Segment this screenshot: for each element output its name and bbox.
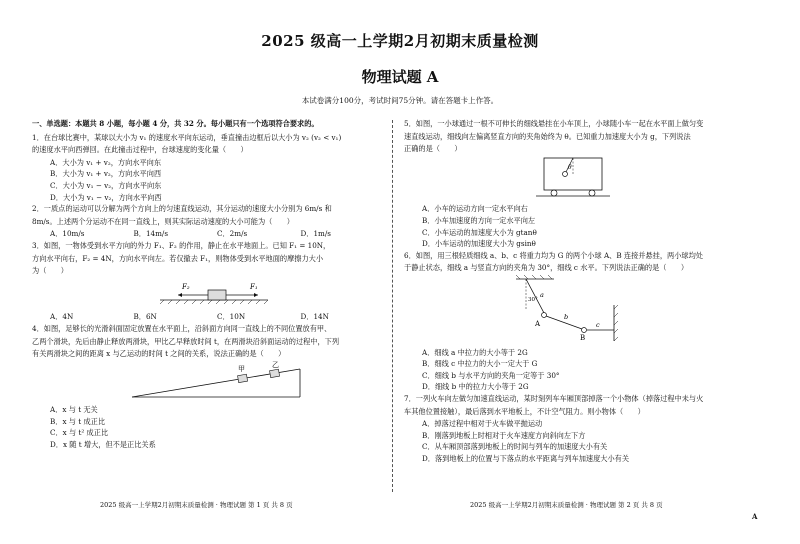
question-4-stem-end: 有关两滑块之间的距离 x 与乙运动的时间 t 之间的关系，说法正确的是（ ） xyxy=(32,349,286,359)
option-3a[interactable]: A．4N xyxy=(50,312,74,322)
block-yi xyxy=(270,369,280,377)
option-6c[interactable]: C．细线 b 与水平方向的夹角一定等于 30° xyxy=(422,370,560,380)
question-3-options xyxy=(32,311,384,323)
option-5b[interactable]: B．小车加速度的方向一定水平向左 xyxy=(422,215,536,225)
force-diagram xyxy=(32,278,384,308)
incline-diagram xyxy=(32,361,384,401)
question-4-stem: 4．如图，足够长的光滑斜面固定放置在水平面上，沿斜面方向同一直线上的不同位置放有甲、 xyxy=(32,323,332,333)
exam-title: 2025 级高一上学期2月初期末质量检测 xyxy=(261,32,539,50)
option-7c[interactable]: C．从车厢顶部落到地板上的时间与列车的加速度大小有关 xyxy=(422,442,608,452)
question-2-stem-cont: 8m/s。上述两个分运动不在同一直线上，则其实际运动速度的大小可能为（ ） xyxy=(32,216,294,226)
option-6a[interactable]: A．细线 a 中拉力的大小等于 2G xyxy=(422,347,528,357)
option-2b[interactable]: B．14m/s xyxy=(133,229,169,239)
cart-diagram xyxy=(404,156,760,200)
strings-diagram xyxy=(404,275,760,343)
option-2c[interactable]: C．2m/s xyxy=(217,229,248,239)
question-3 xyxy=(32,240,384,323)
option-1a[interactable]: A．大小为 v₁ + v₂，方向水平向东 xyxy=(50,157,162,167)
option-7b[interactable]: B．刚落到地板上时相对于火车速度方向斜向左下方 xyxy=(422,430,586,440)
option-1c[interactable]: C．大小为 v₁ − v₂，方向水平向东 xyxy=(50,180,162,190)
question-7 xyxy=(404,393,760,465)
string-b-label: b xyxy=(564,312,569,321)
hanging-ball xyxy=(563,171,568,176)
question-3-stem-cont: 方向水平向右，F₂ = 4N，方向水平向左。若仅撤去 F₁，则物体受到水平地面的摩擦力大小 xyxy=(32,253,324,263)
option-3b[interactable]: B．6N xyxy=(133,312,157,322)
option-4b[interactable]: B．x 与 t 成正比 xyxy=(50,416,106,426)
question-1-stem: 1．在台球比赛中，某球以大小为 v₁ 的速度水平向东运动，垂直撞击边框后以大小为 v₂ (v₂ < v₁) xyxy=(32,132,342,142)
option-5a[interactable]: A．小车的运动方向一定水平向右 xyxy=(422,204,528,214)
question-5-stem-end: 正确的是（ ） xyxy=(404,144,462,154)
f2-label: F₂ xyxy=(182,282,190,291)
question-6-stem-cont: 于静止状态，细线 a 与竖直方向的夹角为 30°，细线 c 水平。下列说法正确的是（ ） xyxy=(404,263,689,273)
block xyxy=(208,290,226,300)
question-1 xyxy=(32,132,384,204)
option-7d[interactable]: D．落到地板上的位置与下落点的水平距离与列车加速度大小有关 xyxy=(422,453,630,463)
question-1-stem-cont: 的速度水平向西弹回。在此撞击过程中，台球速度的变化量（ ） xyxy=(32,145,248,155)
option-5d[interactable]: D．小车运动的加速度大小为 gsinθ xyxy=(422,239,536,249)
option-3c[interactable]: C．10N xyxy=(217,312,246,322)
ball-b-label: B xyxy=(580,333,586,342)
option-5c[interactable]: C．小车运动的加速度大小为 gtanθ xyxy=(422,227,537,237)
option-6b[interactable]: B．细线 c 中拉力的大小一定大于 G xyxy=(422,359,538,369)
column-divider xyxy=(392,120,393,492)
question-4-stem-cont: 乙两个滑块，先后由静止释放两滑块，甲比乙早释放时间 t，在两滑块沿斜面运动的过程中，下列 xyxy=(32,336,340,346)
option-1d[interactable]: D．大小为 v₁ − v₂，方向水平向西 xyxy=(50,192,162,202)
f1-label: F₁ xyxy=(250,282,258,291)
ball-b xyxy=(582,327,587,332)
option-6d[interactable]: D．细线 b 中的拉力大小等于 2G xyxy=(422,382,529,392)
label-yi: 乙 xyxy=(272,360,279,369)
left-wheel xyxy=(551,190,557,196)
question-3-stem: 3．如图，一物体受到水平方向的外力 F₁、F₂ 的作用，静止在水平地面上。已知 F₁ = 10N， xyxy=(32,240,331,250)
section-heading: 一、单选题：本题共 8 小题，每小题 4 分，共 32 分。每小题只有一个选项符合要求的。 xyxy=(32,119,319,128)
question-6 xyxy=(404,250,760,393)
page-marker: A xyxy=(752,512,758,521)
question-2-stem: 2．一质点的运动可以分解为两个方向上的匀速直线运动，其分运动的速度大小分别为 6m/s 和 xyxy=(32,204,332,214)
ball-a-label: A xyxy=(535,319,541,328)
angle-label: 30° xyxy=(528,296,538,303)
string-a-label: a xyxy=(540,290,544,299)
option-4a[interactable]: A．x 与 t 无关 xyxy=(50,405,98,415)
right-wheel xyxy=(589,190,595,196)
page-footer-left: 2025 级高一上学期2月初期末质量检测 · 物理试题 第 1 页 共 8 页 xyxy=(100,501,293,509)
string-c-label: c xyxy=(596,320,600,329)
question-2 xyxy=(32,203,384,240)
question-5-stem: 5．如图，一小球通过一根不可伸长的细线悬挂在小车顶上，小球随小车一起在水平面上做匀变 xyxy=(404,119,704,128)
option-4d[interactable]: D．x 随 t 增大，但不是正比关系 xyxy=(50,440,156,450)
theta-label: θ xyxy=(568,163,572,171)
option-2a[interactable]: A．10m/s xyxy=(50,229,85,239)
question-7-stem-cont: 车其他位置接触），最后落到水平地板上，不计空气阻力。则小物体（ ） xyxy=(404,406,645,416)
left-column xyxy=(32,118,384,451)
paper-subject: 物理试题 A xyxy=(361,68,439,86)
question-2-options xyxy=(32,228,384,240)
question-5 xyxy=(404,118,760,250)
block-jia xyxy=(238,374,248,382)
right-column xyxy=(404,118,760,464)
option-7a[interactable]: A．掉落过程中相对于火车做平抛运动 xyxy=(422,419,543,429)
question-6-stem: 6．如图，用三根轻质细线 a、b、c 将重力均为 G 的两个小球 A、B 连接并悬挂，两小球均处 xyxy=(404,250,703,260)
option-3d[interactable]: D．14N xyxy=(300,312,329,322)
question-3-stem-end: 为（ ） xyxy=(32,266,68,276)
option-4c[interactable]: C．x 与 t² 成正比 xyxy=(50,428,109,438)
question-7-stem: 7．一列火车向左做匀加速直线运动，某时刻列车车厢顶部掉落一个小物体（掉落过程中未与火 xyxy=(404,393,704,403)
question-5-stem-cont: 速直线运动，细线向左偏离竖直方向的夹角始终为 θ。已知重力加速度大小为 g，下列说法 xyxy=(404,131,691,141)
option-1b[interactable]: B．大小为 v₁ + v₂，方向水平向西 xyxy=(50,169,162,179)
exam-instructions: 本试卷满分100分，考试时间75分钟。请在答题卡上作答。 xyxy=(301,96,499,105)
page-footer-right: 2025 级高一上学期2月初期末质量检测 · 物理试题 第 2 页 共 8 页 xyxy=(470,501,663,509)
option-2d[interactable]: D．1m/s xyxy=(300,229,331,239)
ball-a xyxy=(542,312,547,317)
label-jia: 甲 xyxy=(238,364,245,373)
question-4 xyxy=(32,323,384,451)
